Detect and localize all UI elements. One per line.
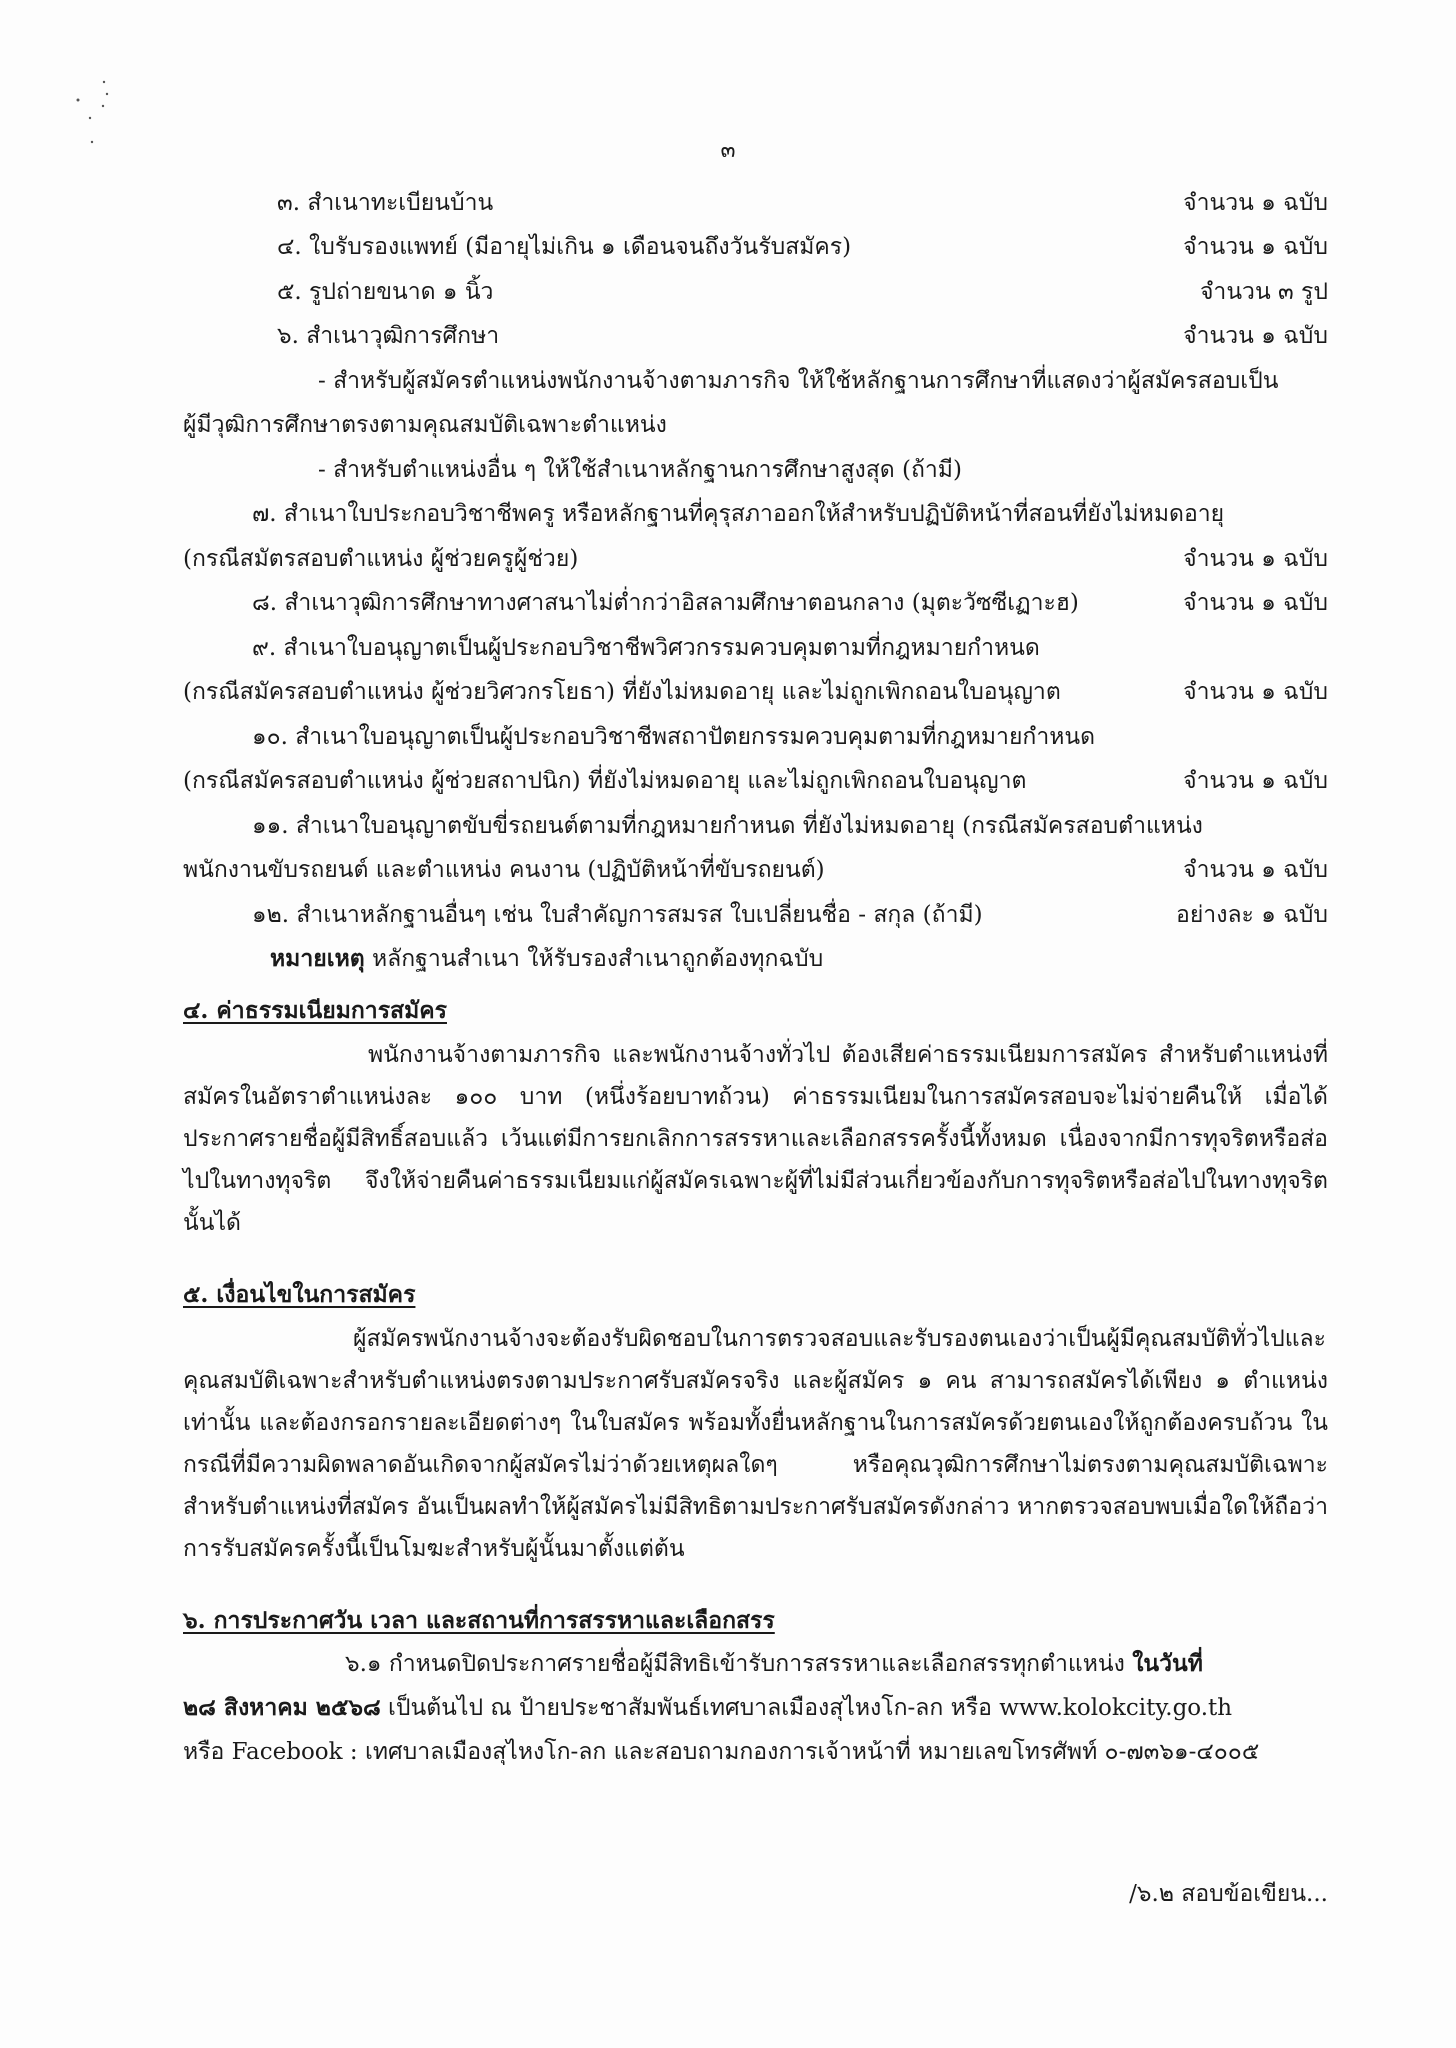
item-7-line-1: ๗. สำเนาใบประกอบวิชาชีพครู หรือหลักฐานที่คุรุสภาออกให้สำหรับปฏิบัติหน้าที่สอนที่ยังไม่หมดอายุ [252,501,1225,527]
item-10-line-2: (กรณีสมัครสอบตำแหน่ง ผู้ช่วยสถาปนิก) ที่ยังไม่หมดอายุ และไม่ถูกเพิกถอนใบอนุญาต [183,768,1027,794]
item-4-qty: จำนวน ๑ ฉบับ [1183,234,1328,260]
page-number: ๓ [720,138,736,163]
section-6-1-date: ๒๘ สิงหาคม ๒๕๖๘ [183,1694,381,1721]
section-6-title: ๖. การประกาศวัน เวลา และสถานที่การสรรหาและเลือกสรร [183,1607,775,1634]
item-12-text: ๑๒. สำเนาหลักฐานอื่นๆ เช่น ใบสำคัญการสมรส ใบเปลี่ยนชื่อ - สกุล (ถ้ามี) [252,902,983,928]
continuation-footer: /๖.๒ สอบข้อเขียน... [1129,1881,1328,1907]
section-4-title: ๔. ค่าธรรมเนียมการสมัคร [183,997,447,1024]
item-9-qty: จำนวน ๑ ฉบับ [1183,679,1328,705]
item-6-note-2: - สำหรับตำแหน่งอื่น ๆ ให้ใช้สำเนาหลักฐานการศึกษาสูงสุด (ถ้ามี) [318,457,962,483]
item-9-line-2: (กรณีสมัครสอบตำแหน่ง ผู้ช่วยวิศวกรโยธา) ที่ยังไม่หมดอายุ และไม่ถูกเพิกถอนใบอนุญาต [183,679,1061,705]
item-3-qty: จำนวน ๑ ฉบับ [1183,190,1328,216]
section-5-title: ๕. เงื่อนไขในการสมัคร [183,1281,416,1308]
item-6-note-1-line-1: - สำหรับผู้สมัครตำแหน่งพนักงานจ้างตามภารกิจ ให้ใช้หลักฐานการศึกษาที่แสดงว่าผู้สมัครสอบเป็น [318,368,1279,394]
item-6-note-1-line-2: ผู้มีวุฒิการศึกษาตรงตามคุณสมบัติเฉพาะตำแหน่ง [183,412,667,438]
item-11-qty: จำนวน ๑ ฉบับ [1183,857,1328,883]
section-6-1-line-3: หรือ Facebook : เทศบาลเมืองสุไหงโก-ลก และสอบถามกองการเจ้าหน้าที่ หมายเลขโทรศัพท์ ๐-๗๓๖๑-๔๐๐๕ [183,1739,1260,1765]
item-6-qty: จำนวน ๑ ฉบับ [1183,323,1328,349]
section-5-body: ผู้สมัครพนักงานจ้างจะต้องรับผิดชอบในการตรวจสอบและรับรองตนเองว่าเป็นผู้มีคุณสมบัติทั่วไปและคุณสมบัติเฉพาะสำหรับตำแหน่งตรงตามประกาศรับสมัครจริง และผู้สมัคร ๑ คน สามารถสมัครได้เพียง ๑ ตำแหน่งเท่านั้น และต้องกรอกรายละเอียดต่างๆ ในใบสมัคร พร้อมทั้งยื่นหลักฐานในการสมัครด้วยตนเองให้ถูกต้องครบถ้วน ในกรณีที่มีความผิดพลาดอันเกิดจากผู้สมัครไม่ว่าด้วยเหตุผลใดๆ หรือคุณวุฒิการศึกษาไม่ตรงตามคุณสมบัติเฉพาะสำหรับตำแหน่งที่สมัคร อันเป็นผลทำให้ผู้สมัครไม่มีสิทธิตามประกาศรับสมัครดังกล่าว หากตรวจสอบพบเมื่อใดให้ถือว่าการรับสมัครครั้งนี้เป็นโมฆะสำหรับผู้นั้นมาตั้งแต่ต้น [183,1326,1328,1562]
item-7-line-2: (กรณีสมัตรสอบตำแหน่ง ผู้ช่วยครูผู้ช่วย) [183,546,579,572]
item-10-line-1: ๑๐. สำเนาใบอนุญาตเป็นผู้ประกอบวิชาชีพสถาปัตยกรรมควบคุมตามที่กฎหมายกำหนด [252,724,1096,750]
section-6-1-line-1 [345,1648,1203,1680]
section-6-1-date-prefix: ในวันที่ [1132,1650,1203,1677]
item-6-text: ๖. สำเนาวุฒิการศึกษา [277,323,500,349]
section-6-1-line-2 [183,1692,1232,1724]
item-7-qty: จำนวน ๑ ฉบับ [1183,546,1328,572]
section-6-1-pre: ๖.๑ กำหนดปิดประกาศรายชื่อผู้มีสิทธิเข้ารับการสรรหาและเลือกสรรทุกตำแหน่ง [345,1651,1133,1677]
item-8-qty: จำนวน ๑ ฉบับ [1183,590,1328,616]
item-10-qty: จำนวน ๑ ฉบับ [1183,768,1328,794]
remark-text: หลักฐานสำเนา ให้รับรองสำเนาถูกต้องทุกฉบับ [364,946,824,972]
item-3-text: ๓. สำเนาทะเบียนบ้าน [277,190,494,216]
item-11-line-1: ๑๑. สำเนาใบอนุญาตขับขี่รถยนต์ตามที่กฎหมายกำหนด ที่ยังไม่หมดอายุ (กรณีสมัครสอบตำแหน่ง [252,813,1203,839]
item-5-text: ๕. รูปถ่ายขนาด ๑ นิ้ว [277,279,494,305]
remark [270,943,823,975]
item-4-text: ๔. ใบรับรองแพทย์ (มีอายุไม่เกิน ๑ เดือนจนถึงวันรับสมัคร) [277,234,852,260]
item-11-line-2: พนักงานขับรถยนต์ และตำแหน่ง คนงาน (ปฏิบัติหน้าที่ขับรถยนต์) [183,857,825,883]
item-8-text: ๘. สำเนาวุฒิการศึกษาทางศาสนาไม่ต่ำกว่าอิสลามศึกษาตอนกลาง (มุตะวัซซีเฏาะฮ) [252,590,1079,616]
item-12-qty: อย่างละ ๑ ฉบับ [1176,902,1328,928]
section-4-body: พนักงานจ้างตามภารกิจ และพนักงานจ้างทั่วไป ต้องเสียค่าธรรมเนียมการสมัคร สำหรับตำแหน่งที่สมัครในอัตราตำแหน่งละ ๑๐๐ บาท (หนึ่งร้อยบาทถ้วน) ค่าธรรมเนียมในการสมัครสอบจะไม่จ่ายคืนให้ เมื่อได้ประกาศรายชื่อผู้มีสิทธิ์สอบแล้ว เว้นแต่มีการยกเลิกการสรรหาและเลือกสรรครั้งนี้ทั้งหมด เนื่องจากมีการทุจริตหรือส่อไปในทางทุจริต จึงให้จ่ายคืนค่าธรรมเนียมแก่ผู้สมัครเฉพาะผู้ที่ไม่มีส่วนเกี่ยวข้องกับการทุจริตหรือส่อไปในทางทุจริตนั้นได้ [183,1042,1328,1236]
remark-label: หมายเหตุ [270,945,365,972]
section-6-1-location: เป็นต้นไป ณ ป้ายประชาสัมพันธ์เทศบาลเมืองสุไหงโก-ลก หรือ www.kolokcity.go.th [380,1695,1233,1721]
item-9-line-1: ๙. สำเนาใบอนุญาตเป็นผู้ประกอบวิชาชีพวิศวกรรมควบคุมตามที่กฎหมายกำหนด [252,635,1040,661]
item-5-qty: จำนวน ๓ รูป [1199,279,1328,305]
